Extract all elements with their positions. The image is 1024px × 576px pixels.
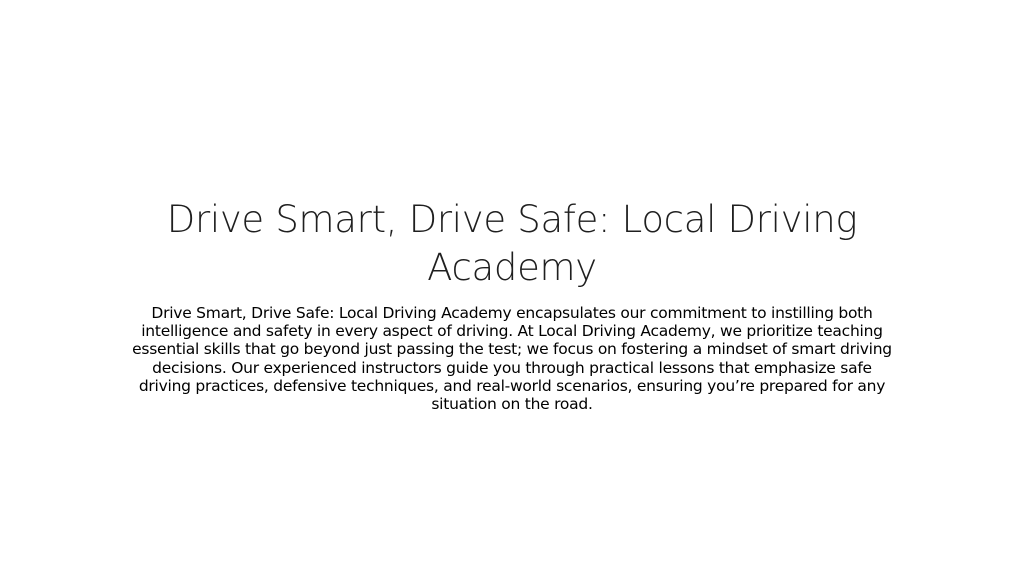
slide-body-text: Drive Smart, Drive Safe: Local Driving Academy encapsulates our commitment to instilling both intelligence and safety in every aspect of driving. At Local Driving Academy, we prioritize teaching essential skills that go beyond just passing the test; we focus on fostering a mindset of smart driving decisions. Our experienced instructors guide you through practical lessons that emphasize safe driving practices, defensive techniques, and real-world scenarios, ensuring you’re prepared for any situation on the road. <box>132 304 892 414</box>
slide-title: Drive Smart, Drive Safe: Local Driving Academy <box>166 198 858 289</box>
